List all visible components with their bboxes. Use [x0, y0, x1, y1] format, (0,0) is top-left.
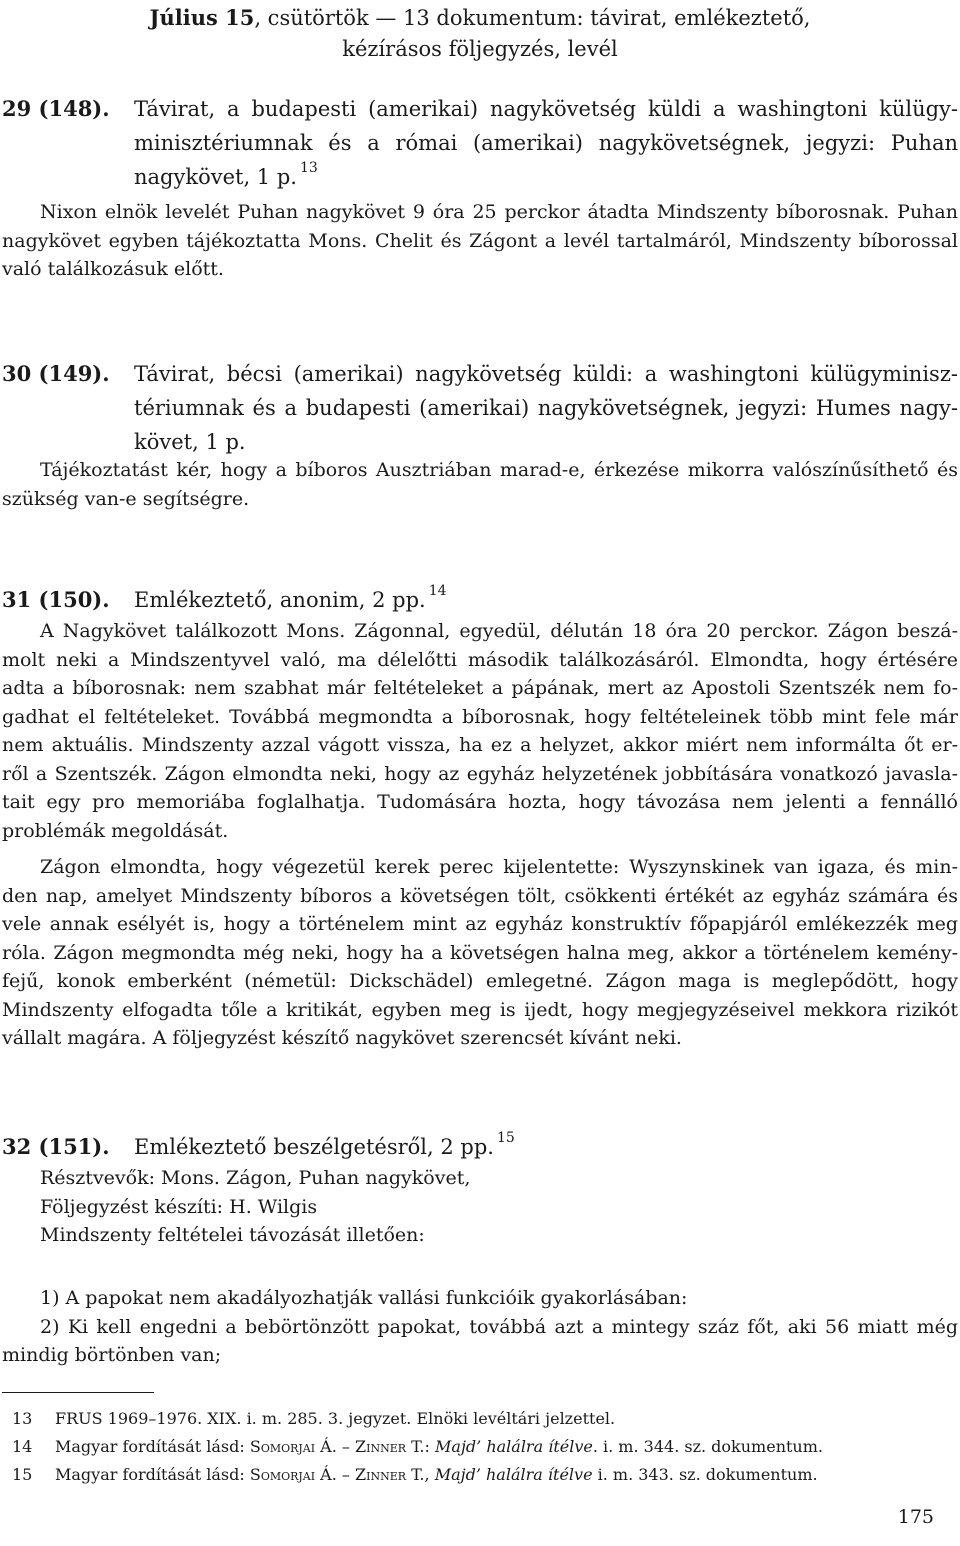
- body-line: molt neki a Mindszentyvel való, ma délelőtti második találkozásáról. Elmondta, hogy értésére: [2, 648, 958, 671]
- footnote-title: Majd’ halálra ítélve: [434, 1465, 593, 1484]
- entry-title-line: tériumnak és a budapesti (amerikai) nagykövetségnek, jegyzi: Humes nagy-: [134, 396, 958, 420]
- footnote-number: 13: [12, 1409, 33, 1428]
- footnote-suffix: i. m. 343. sz. dokumentum.: [592, 1465, 818, 1484]
- header-line2: kézírásos följegyzés, levél: [342, 37, 618, 61]
- footnote-author: Somorjai Á.: [249, 1437, 337, 1456]
- entry-32-meta: [2, 1164, 958, 1250]
- entry-29-body: [2, 198, 958, 284]
- page-number: 175: [897, 1506, 934, 1528]
- body-line: nem aktuális. Mindszenty azzal vágott vissza, ha ez a helyzet, akkor miért nem informálta őt er-: [2, 734, 958, 756]
- entry-number: 32 (151).: [2, 1134, 110, 1159]
- footnote-author: Zinner T.: [355, 1465, 425, 1484]
- entry-32-items: [2, 1284, 958, 1370]
- footnote-text: [55, 1462, 818, 1488]
- body-line: Zágon elmondta, hogy végezetül kerek perec kijelentette: Wyszynskinek van igaza, és min-: [40, 856, 958, 878]
- entry-number: 30 (149).: [2, 361, 110, 386]
- body-line: problémák megoldását.: [2, 819, 229, 842]
- entry-title: [134, 1130, 958, 1167]
- body-line: A Nagykövet találkozott Mons. Zágonnal, egyedül, délután 18 óra 20 perckor. Zágon beszá-: [40, 620, 958, 642]
- entry-number: 31 (150).: [2, 587, 110, 612]
- entry-title-line: Távirat, a budapesti (amerikai) nagykövetség küldi a washingtoni külügy-: [134, 97, 958, 121]
- body-line: fejű, konok emberként (németül: Dickschädel) emlegetné. Zágon maga is meglepődött, hogy: [2, 970, 958, 992]
- body-line: gadhat el feltételeket. Továbbá megmondta a bíborosnak, hogy feltételeinek több mint fele már: [2, 705, 958, 728]
- body-line: ről a Szentszék. Zágon elmondta neki, hogy az egyház helyzetének jobbítására vonatkozó javasla-: [2, 762, 958, 785]
- meta-line: Résztvevők: Mons. Zágon, Puhan nagykövet,: [40, 1167, 471, 1189]
- body-line: tait egy pro memoriába foglalhatja. Tudomására hozta, hogy távozása nem jelenti a fennálló: [2, 791, 958, 813]
- footnote-separator: –: [336, 1465, 355, 1484]
- list-item: 2) Ki kell engedni a bebörtönzött papokat, továbbá azt a mintegy száz főt, aki 56 miatt még: [40, 1315, 958, 1338]
- list-item: 1) A papokat nem akadályozhatják vallási funkcióik gyakorlásában:: [40, 1287, 688, 1309]
- footnote-number: 15: [12, 1465, 33, 1484]
- body-line: vele annak esélyét is, hogy a történelem mint az egyház konstruktív főpapjáról emlékezzék meg: [2, 913, 958, 935]
- footnote-punct: ,: [424, 1465, 435, 1484]
- footnote-ref-14[interactable]: 14: [428, 583, 447, 599]
- body-line: nagykövet egyben tájékoztatta Mons. Chelit és Zágont a levél tartalmáról, Mindszenty bíborossal: [2, 229, 958, 252]
- body-line: róla. Zágon megmondta még neki, hogy ha a követségen halna meg, akkor a történelem kemény-: [2, 941, 958, 964]
- body-line: vállalt magára. A följegyzést készítő nagykövet szerencsét kívánt neki.: [2, 1027, 682, 1049]
- entry-30-body: [2, 456, 958, 513]
- footnote-prefix: Magyar fordítását lásd:: [55, 1437, 250, 1456]
- footnote-punct: :: [424, 1437, 436, 1456]
- meta-line: Följegyzést készíti: H. Wilgis: [40, 1195, 318, 1218]
- body-line: szükség van-e segítségre.: [2, 487, 250, 510]
- footnote-title: Majd’ halálra ítélve: [435, 1437, 593, 1456]
- meta-line: Mindszenty feltételei távozását illetően:: [40, 1224, 425, 1246]
- entry-title-line: minisztériumnak és a római (amerikai) nagykövetségnek, jegyzi: Puhan: [134, 131, 958, 155]
- footnote-divider: [2, 1392, 154, 1393]
- footnote-prefix: Magyar fordítását lásd:: [55, 1465, 250, 1484]
- entry-number: 29 (148).: [2, 96, 110, 121]
- footnote-text: FRUS 1969–1976. XIX. i. m. 285. 3. jegyzet. Elnöki levéltári jelzettel.: [55, 1409, 616, 1428]
- entry-title: [134, 357, 958, 459]
- entry-31-para2: [2, 853, 958, 1053]
- body-line: való találkozásuk előtt.: [2, 258, 224, 280]
- list-item: mindig börtönben van;: [2, 1344, 222, 1366]
- entry-31-para1: [2, 617, 958, 845]
- page-header: [0, 2, 960, 65]
- footnote-ref-15[interactable]: 15: [496, 1130, 515, 1146]
- entry-title: [134, 92, 958, 197]
- entry-title-line: Emlékeztető beszélgetésről, 2 pp.: [134, 1135, 494, 1159]
- footnote-number: 14: [12, 1437, 33, 1456]
- body-line: Mindszenty elfogadta tőle a kritikát, egyben meg is ijedt, hogy megjegyzéseivel mekkora rizikót: [2, 998, 958, 1021]
- body-line: adta a bíborosnak: nem szabhat már feltételeket a pápának, mert az Apostoli Szentszék nem fo-: [2, 677, 958, 699]
- header-line1: , csütörtök — 13 dokumentum: távirat, emlékeztető,: [254, 6, 811, 30]
- footnote-suffix: . i. m. 344. sz. dokumentum.: [592, 1437, 823, 1456]
- entry-title-line: Emlékeztető, anonim, 2 pp.: [134, 588, 426, 612]
- footnote-author: Somorjai Á.: [249, 1465, 337, 1484]
- entry-title-line: Távirat, bécsi (amerikai) nagykövetség küldi: a washingtoni külügyminisz-: [134, 362, 958, 386]
- footnote-author: Zinner T.: [355, 1437, 425, 1456]
- body-line: den nap, amelyet Mindszenty bíboros a követségen tölt, csökkenti értékét az egyház számára és: [2, 884, 958, 907]
- entry-title: [134, 583, 958, 620]
- entry-title-line: követ, 1 p.: [134, 430, 246, 454]
- body-line: Tájékoztatást kér, hogy a bíboros Ausztriában marad-e, érkezése mikorra valószínűsíthető és: [40, 459, 958, 481]
- body-line: Nixon elnök levelét Puhan nagykövet 9 óra 25 perckor átadta Mindszenty bíborosnak. Puhan: [40, 201, 958, 223]
- footnote-ref-13[interactable]: 13: [299, 160, 318, 176]
- header-date: Július 15: [149, 5, 255, 30]
- entry-title-line: nagykövet, 1 p.: [134, 165, 297, 189]
- footnote-text: [55, 1434, 823, 1460]
- footnote-separator: –: [336, 1437, 355, 1456]
